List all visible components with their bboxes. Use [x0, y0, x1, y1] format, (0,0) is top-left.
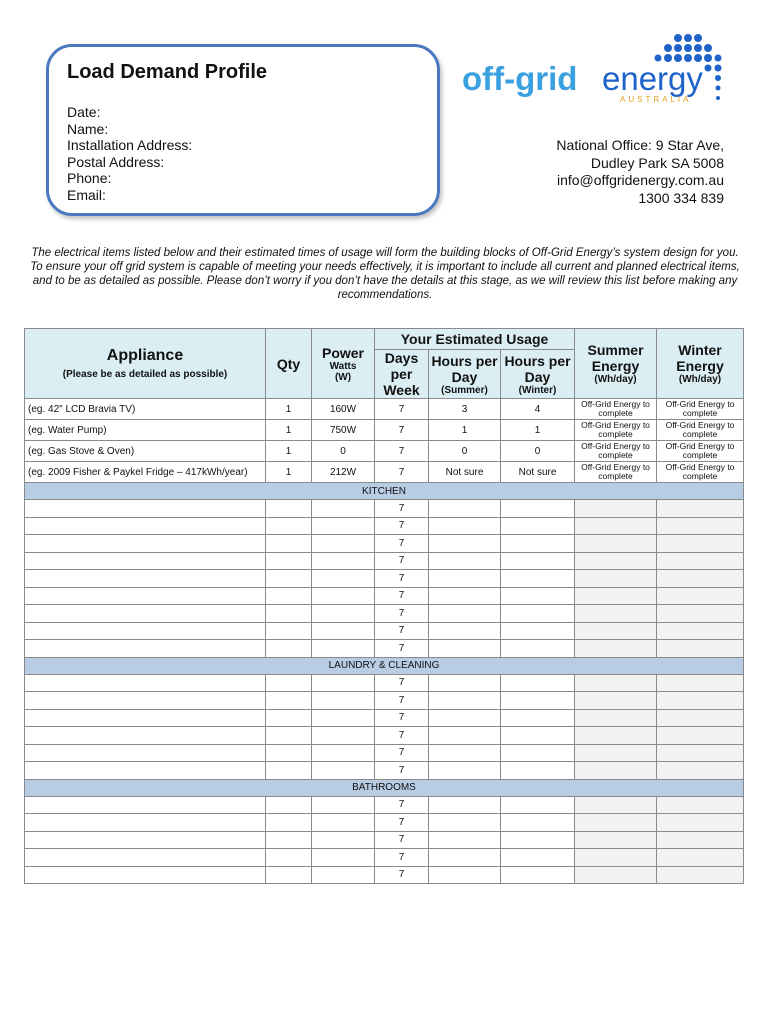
days-header-label: Days per Week: [383, 350, 420, 398]
summer-energy-cell: [575, 692, 657, 710]
logo-wordmark-off-grid: off-grid: [462, 60, 578, 97]
winter-energy-header-label: Winter Energy: [676, 342, 724, 374]
table-row: [25, 552, 744, 570]
appliance-cell[interactable]: [25, 727, 266, 745]
load-demand-table: [24, 328, 744, 884]
appliance-cell[interactable]: [25, 814, 266, 832]
example-days: 7: [375, 399, 429, 420]
winter-energy-cell: [657, 674, 744, 692]
example-winter-energy: Off-Grid Energy to complete: [657, 420, 744, 441]
summer-energy-header: [575, 329, 657, 399]
hours-summer-cell[interactable]: [429, 849, 501, 867]
summer-energy-cell: [575, 831, 657, 849]
postal-address-label: Postal Address:: [67, 153, 165, 170]
power-cell[interactable]: [312, 727, 375, 745]
power-cell[interactable]: [312, 552, 375, 570]
summer-energy-cell: [575, 517, 657, 535]
example-power: 0: [312, 441, 375, 462]
table-row: [25, 570, 744, 588]
hours-summer-cell[interactable]: [429, 570, 501, 588]
winter-energy-cell: [657, 500, 744, 518]
hours-winter-cell[interactable]: [501, 814, 575, 832]
example-appliance: (eg. Water Pump): [25, 420, 266, 441]
table-header-row: [25, 329, 744, 350]
hours-winter-cell[interactable]: [501, 727, 575, 745]
power-cell[interactable]: [312, 744, 375, 762]
power-cell[interactable]: [312, 796, 375, 814]
power-cell[interactable]: [312, 674, 375, 692]
power-cell[interactable]: [312, 570, 375, 588]
power-cell[interactable]: [312, 622, 375, 640]
qty-cell[interactable]: [266, 866, 312, 884]
hours-summer-cell[interactable]: [429, 744, 501, 762]
hours-winter-cell[interactable]: [501, 866, 575, 884]
appliance-cell[interactable]: [25, 500, 266, 518]
days-cell[interactable]: 7: [375, 727, 429, 745]
appliance-cell[interactable]: [25, 762, 266, 780]
hours-summer-header: [429, 350, 501, 399]
installation-address-label: Installation Address:: [67, 137, 193, 154]
office-address-line2: Dudley Park SA 5008: [590, 154, 724, 171]
hours-summer-cell[interactable]: [429, 727, 501, 745]
appliance-cell[interactable]: [25, 535, 266, 553]
page-title: Load Demand Profile: [67, 61, 268, 83]
hours-summer-cell[interactable]: [429, 814, 501, 832]
winter-energy-cell: [657, 517, 744, 535]
hours-winter-cell[interactable]: [501, 570, 575, 588]
power-cell[interactable]: [312, 605, 375, 623]
power-cell[interactable]: [312, 692, 375, 710]
table-row: [25, 762, 744, 780]
appliance-cell[interactable]: [25, 796, 266, 814]
power-cell[interactable]: [312, 517, 375, 535]
customer-details-box: [46, 44, 440, 216]
hours-winter-cell[interactable]: [501, 762, 575, 780]
winter-energy-cell: [657, 570, 744, 588]
hours-summer-cell[interactable]: [429, 500, 501, 518]
winter-energy-header: [657, 329, 744, 399]
power-cell[interactable]: [312, 709, 375, 727]
hours-summer-cell[interactable]: [429, 640, 501, 658]
off-grid-energy-logo: [462, 30, 742, 110]
hours-summer-cell[interactable]: [429, 552, 501, 570]
example-rows: [25, 399, 744, 483]
table-row: [25, 796, 744, 814]
winter-energy-cell: [657, 709, 744, 727]
days-cell[interactable]: 7: [375, 709, 429, 727]
example-qty: 1: [266, 420, 312, 441]
section-title: BATHROOMS: [25, 779, 744, 796]
summer-energy-header-unit: (Wh/day): [594, 374, 637, 385]
example-winter-energy: Off-Grid Energy to complete: [657, 441, 744, 462]
example-hours-summer: 1: [429, 420, 501, 441]
hours-winter-cell[interactable]: [501, 517, 575, 535]
name-field-label: Name:: [67, 120, 109, 137]
example-power: 750W: [312, 420, 375, 441]
hours-winter-cell[interactable]: [501, 849, 575, 867]
power-cell[interactable]: [312, 849, 375, 867]
appliance-cell[interactable]: [25, 552, 266, 570]
appliance-cell[interactable]: [25, 692, 266, 710]
phone-field-label: Phone:: [67, 170, 112, 187]
hours-summer-cell[interactable]: [429, 709, 501, 727]
table-row: [25, 674, 744, 692]
example-hours-summer: 3: [429, 399, 501, 420]
days-header: [375, 350, 429, 399]
hours-summer-cell[interactable]: [429, 535, 501, 553]
hours-winter-header: [501, 350, 575, 399]
days-cell[interactable]: 7: [375, 674, 429, 692]
winter-energy-cell: [657, 796, 744, 814]
power-cell[interactable]: [312, 500, 375, 518]
summer-energy-cell: [575, 587, 657, 605]
date-field-label: Date:: [67, 104, 101, 120]
office-email: info@offgridenergy.com.au: [556, 172, 724, 188]
days-cell[interactable]: 7: [375, 570, 429, 588]
appliance-cell[interactable]: [25, 849, 266, 867]
hours-winter-cell[interactable]: [501, 744, 575, 762]
summer-energy-cell: [575, 570, 657, 588]
intro-paragraph: The electrical items listed below and their estimated times of usage will form the building blocks of Off-Grid Energy’s system design for you. To ensure your off grid system is capable of meeting your needs effectively, it is important to include all current and planned electrical items, and to be as detailed as possible. Please don’t worry if you don’t have the details at this stage, as we will review this list before making any recommendations.: [30, 247, 740, 301]
summer-energy-cell: [575, 622, 657, 640]
days-cell[interactable]: 7: [375, 622, 429, 640]
winter-energy-cell: [657, 814, 744, 832]
winter-energy-cell: [657, 849, 744, 867]
qty-cell[interactable]: [266, 552, 312, 570]
hours-winter-cell[interactable]: [501, 831, 575, 849]
appliance-sections: [25, 483, 744, 884]
example-winter-energy: Off-Grid Energy to complete: [657, 399, 744, 420]
days-cell[interactable]: 7: [375, 849, 429, 867]
hours-summer-cell[interactable]: [429, 517, 501, 535]
hours-summer-cell[interactable]: [429, 587, 501, 605]
power-header-watts: Watts: [329, 360, 357, 372]
example-power: 160W: [312, 399, 375, 420]
appliance-cell[interactable]: [25, 570, 266, 588]
example-summer-energy: Off-Grid Energy to complete: [575, 462, 657, 483]
qty-cell[interactable]: [266, 622, 312, 640]
hours-summer-cell[interactable]: [429, 866, 501, 884]
table-row: [25, 727, 744, 745]
hours-summer-cell[interactable]: [429, 762, 501, 780]
days-cell[interactable]: 7: [375, 605, 429, 623]
hours-winter-cell[interactable]: [501, 692, 575, 710]
days-cell[interactable]: 7: [375, 692, 429, 710]
section-header-row: [25, 657, 744, 674]
appliance-cell[interactable]: [25, 587, 266, 605]
example-hours-summer: Not sure: [429, 462, 501, 483]
example-qty: 1: [266, 399, 312, 420]
qty-cell[interactable]: [266, 674, 312, 692]
days-cell[interactable]: 7: [375, 500, 429, 518]
appliance-header-sub: (Please be as detailed as possible): [62, 369, 228, 380]
qty-header: [266, 329, 312, 399]
qty-cell[interactable]: [266, 796, 312, 814]
power-cell[interactable]: [312, 762, 375, 780]
example-row: [25, 399, 744, 420]
hours-winter-cell[interactable]: [501, 552, 575, 570]
office-phone: 1300 334 839: [638, 189, 724, 206]
summer-energy-cell: [575, 727, 657, 745]
winter-energy-cell: [657, 831, 744, 849]
section-title: LAUNDRY & CLEANING: [25, 657, 744, 674]
example-winter-energy: Off-Grid Energy to complete: [657, 462, 744, 483]
hours-winter-cell[interactable]: [501, 587, 575, 605]
table-row: [25, 866, 744, 884]
summer-energy-cell: [575, 866, 657, 884]
qty-cell[interactable]: [266, 814, 312, 832]
example-appliance: (eg. Gas Stove & Oven): [25, 441, 266, 462]
hours-summer-cell[interactable]: [429, 796, 501, 814]
days-cell[interactable]: 7: [375, 587, 429, 605]
example-days: 7: [375, 462, 429, 483]
power-cell[interactable]: [312, 535, 375, 553]
winter-energy-header-unit: (Wh/day): [678, 374, 722, 385]
qty-cell[interactable]: [266, 570, 312, 588]
usage-header-label: Your Estimated Usage: [400, 331, 549, 347]
hours-summer-header-label: Hours per Day: [431, 352, 498, 385]
days-cell[interactable]: 7: [375, 535, 429, 553]
qty-cell[interactable]: [266, 587, 312, 605]
summer-energy-cell: [575, 640, 657, 658]
qty-cell[interactable]: [266, 640, 312, 658]
winter-energy-cell: [657, 552, 744, 570]
qty-cell[interactable]: [266, 692, 312, 710]
appliance-cell[interactable]: [25, 831, 266, 849]
summer-energy-cell: [575, 500, 657, 518]
qty-cell[interactable]: [266, 849, 312, 867]
days-cell[interactable]: 7: [375, 796, 429, 814]
example-hours-winter: Not sure: [501, 462, 575, 483]
table-row: [25, 692, 744, 710]
power-cell[interactable]: [312, 587, 375, 605]
qty-cell[interactable]: [266, 744, 312, 762]
days-cell[interactable]: 7: [375, 831, 429, 849]
example-days: 7: [375, 420, 429, 441]
power-header-unit: (W): [334, 371, 352, 383]
qty-cell[interactable]: [266, 709, 312, 727]
qty-cell[interactable]: [266, 762, 312, 780]
appliance-cell[interactable]: [25, 674, 266, 692]
winter-energy-cell: [657, 622, 744, 640]
hours-winter-cell[interactable]: [501, 500, 575, 518]
winter-energy-cell: [657, 535, 744, 553]
summer-energy-cell: [575, 796, 657, 814]
hours-summer-cell[interactable]: [429, 674, 501, 692]
example-qty: 1: [266, 462, 312, 483]
table-row: [25, 500, 744, 518]
hours-summer-header-sub: (Summer): [441, 384, 488, 396]
table-row: [25, 622, 744, 640]
example-power: 212W: [312, 462, 375, 483]
hours-winter-cell[interactable]: [501, 640, 575, 658]
appliance-cell[interactable]: [25, 866, 266, 884]
example-row: [25, 441, 744, 462]
power-header-label: Power: [321, 344, 364, 361]
summer-energy-cell: [575, 552, 657, 570]
section-header-row: [25, 483, 744, 500]
summer-energy-header-label: Summer Energy: [587, 342, 644, 374]
hours-winter-header-label: Hours per Day: [504, 352, 571, 385]
winter-energy-cell: [657, 866, 744, 884]
winter-energy-cell: [657, 640, 744, 658]
hours-winter-cell[interactable]: [501, 622, 575, 640]
logo-subtitle: AUSTRALIA: [620, 95, 692, 104]
table-row: [25, 587, 744, 605]
example-days: 7: [375, 441, 429, 462]
hours-winter-cell[interactable]: [501, 709, 575, 727]
summer-energy-cell: [575, 674, 657, 692]
summer-energy-cell: [575, 535, 657, 553]
appliance-cell[interactable]: [25, 605, 266, 623]
appliance-header-label: Appliance: [106, 347, 184, 364]
qty-cell[interactable]: [266, 535, 312, 553]
summer-energy-cell: [575, 709, 657, 727]
table-row: [25, 814, 744, 832]
hours-summer-cell[interactable]: [429, 622, 501, 640]
days-cell[interactable]: 7: [375, 517, 429, 535]
example-hours-summer: 0: [429, 441, 501, 462]
logo-wordmark-energy: energy: [602, 60, 703, 97]
hours-summer-cell[interactable]: [429, 605, 501, 623]
example-hours-winter: 1: [501, 420, 575, 441]
days-cell[interactable]: 7: [375, 552, 429, 570]
table-row: [25, 535, 744, 553]
appliance-cell[interactable]: [25, 744, 266, 762]
hours-winter-cell[interactable]: [501, 796, 575, 814]
qty-cell[interactable]: [266, 605, 312, 623]
example-appliance: (eg. 2009 Fisher & Paykel Fridge – 417kWh/year): [25, 462, 266, 483]
winter-energy-cell: [657, 762, 744, 780]
days-cell[interactable]: 7: [375, 762, 429, 780]
table-row: [25, 517, 744, 535]
days-cell[interactable]: 7: [375, 866, 429, 884]
days-cell[interactable]: 7: [375, 744, 429, 762]
days-cell[interactable]: 7: [375, 814, 429, 832]
table-row: [25, 831, 744, 849]
example-summer-energy: Off-Grid Energy to complete: [575, 420, 657, 441]
example-hours-winter: 4: [501, 399, 575, 420]
example-qty: 1: [266, 441, 312, 462]
qty-cell[interactable]: [266, 727, 312, 745]
email-field-label: Email:: [67, 186, 106, 203]
days-cell[interactable]: 7: [375, 640, 429, 658]
example-row: [25, 462, 744, 483]
qty-cell[interactable]: [266, 500, 312, 518]
example-summer-energy: Off-Grid Energy to complete: [575, 441, 657, 462]
appliance-header: [25, 329, 266, 399]
table-row: [25, 605, 744, 623]
power-cell[interactable]: [312, 866, 375, 884]
appliance-cell[interactable]: [25, 640, 266, 658]
hours-summer-cell[interactable]: [429, 692, 501, 710]
example-appliance: (eg. 42" LCD Bravia TV): [25, 399, 266, 420]
power-header: [312, 329, 375, 399]
winter-energy-cell: [657, 692, 744, 710]
qty-cell[interactable]: [266, 831, 312, 849]
winter-energy-cell: [657, 587, 744, 605]
qty-header-label: Qty: [276, 355, 301, 372]
appliance-cell[interactable]: [25, 622, 266, 640]
winter-energy-cell: [657, 744, 744, 762]
office-address-line1: National Office: 9 Star Ave,: [556, 137, 724, 153]
summer-energy-cell: [575, 762, 657, 780]
office-contact-block: [556, 137, 724, 207]
section-title: KITCHEN: [25, 483, 744, 500]
summer-energy-cell: [575, 605, 657, 623]
hours-summer-cell[interactable]: [429, 831, 501, 849]
hours-winter-cell[interactable]: [501, 535, 575, 553]
table-row: [25, 849, 744, 867]
appliance-cell[interactable]: [25, 709, 266, 727]
table-row: [25, 744, 744, 762]
power-cell[interactable]: [312, 831, 375, 849]
section-header-row: [25, 779, 744, 796]
hours-winter-header-sub: (Winter): [518, 384, 557, 396]
appliance-cell[interactable]: [25, 517, 266, 535]
summer-energy-cell: [575, 814, 657, 832]
power-cell[interactable]: [312, 814, 375, 832]
summer-energy-cell: [575, 849, 657, 867]
qty-cell[interactable]: [266, 517, 312, 535]
summer-energy-cell: [575, 744, 657, 762]
winter-energy-cell: [657, 727, 744, 745]
example-row: [25, 420, 744, 441]
power-cell[interactable]: [312, 640, 375, 658]
example-summer-energy: Off-Grid Energy to complete: [575, 399, 657, 420]
table-row: [25, 709, 744, 727]
table-row: [25, 640, 744, 658]
example-hours-winter: 0: [501, 441, 575, 462]
hours-winter-cell[interactable]: [501, 605, 575, 623]
usage-header: [375, 329, 575, 350]
winter-energy-cell: [657, 605, 744, 623]
hours-winter-cell[interactable]: [501, 674, 575, 692]
